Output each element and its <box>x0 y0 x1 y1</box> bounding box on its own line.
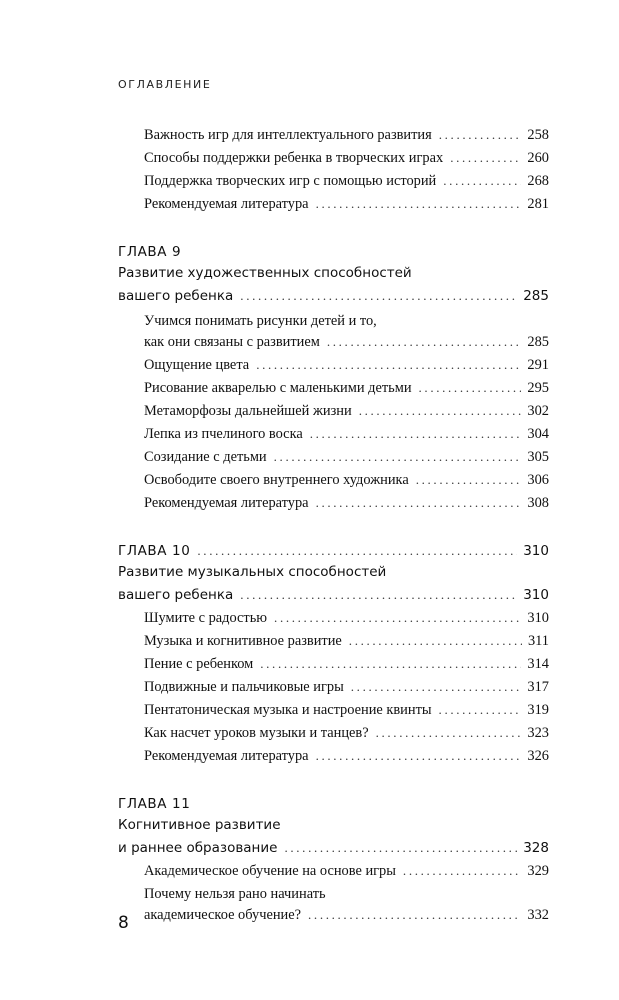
dot-leader <box>310 426 522 442</box>
toc-entry-title-line2: академическое обучение? <box>144 907 302 923</box>
chapter-page: 285 <box>523 288 549 304</box>
toc-entry-page: 302 <box>527 403 549 419</box>
toc-entry[interactable] <box>144 150 549 173</box>
toc-entry[interactable] <box>144 495 549 518</box>
dot-leader <box>240 288 517 304</box>
toc-entry[interactable] <box>144 748 549 771</box>
dot-leader <box>316 196 522 212</box>
chapter-page: 310 <box>523 587 549 603</box>
dot-leader <box>450 150 521 166</box>
chapter-label-page: 310 <box>523 543 549 559</box>
toc-entry-page: 305 <box>527 449 549 465</box>
chapter-9-title[interactable] <box>118 265 549 288</box>
toc-entry[interactable] <box>144 656 549 679</box>
chapter-10-title[interactable] <box>118 564 549 587</box>
toc-entry-title: Подвижные и пальчиковые игры <box>144 679 344 695</box>
dot-leader <box>316 748 522 764</box>
toc-entry-page: 329 <box>527 863 549 879</box>
toc-entry-page: 319 <box>527 702 549 718</box>
dot-leader <box>256 357 521 373</box>
toc-entry-title: Освободите своего внутреннего художника <box>144 472 409 488</box>
toc-entry-page: 311 <box>527 633 549 649</box>
dot-leader <box>197 543 517 559</box>
toc-entry-title: Поддержка творческих игр с помощью историй <box>144 173 437 189</box>
chapter-10-title-cont[interactable] <box>118 587 549 610</box>
dot-leader <box>376 725 522 741</box>
dot-leader <box>349 633 522 649</box>
chapter-10-label[interactable] <box>118 543 549 564</box>
toc-entry[interactable] <box>144 449 549 472</box>
toc-entry-page: 285 <box>527 334 549 350</box>
toc-entry-title: Метаморфозы дальнейшей жизни <box>144 403 352 419</box>
toc-entry-title: Созидание с детьми <box>144 449 267 465</box>
toc-entry[interactable] <box>144 403 549 426</box>
dot-leader <box>416 472 522 488</box>
toc-entry-title: Пентатоническая музыка и настроение квинты <box>144 702 432 718</box>
toc-entry-page: 314 <box>527 656 549 672</box>
toc-entry-page: 258 <box>527 127 549 143</box>
toc-entry-title: Шумите с радостью <box>144 610 268 626</box>
toc-entry-title: Рекомендуемая литература <box>144 196 309 212</box>
toc-entry[interactable] <box>144 863 549 886</box>
toc-entry-page: 306 <box>527 472 549 488</box>
toc-entry-multiline-cont[interactable] <box>144 907 549 930</box>
toc-entry[interactable] <box>144 173 549 196</box>
toc-entry-page: 317 <box>527 679 549 695</box>
toc-entry-title: Лепка из пчелиного воска <box>144 426 303 442</box>
toc-entry-title-line2: как они связаны с развитием <box>144 334 320 350</box>
toc-entry[interactable] <box>144 196 549 219</box>
toc-entry-page: 268 <box>527 173 549 189</box>
table-of-contents <box>118 127 549 930</box>
toc-entry-title: Ощущение цвета <box>144 357 250 373</box>
dot-leader <box>327 334 522 350</box>
dot-leader <box>284 840 517 856</box>
toc-entry-page: 260 <box>527 150 549 166</box>
chapter-label-text: ГЛАВА 10 <box>118 543 191 559</box>
running-head: ОГЛАВЛЕНИЕ <box>118 78 212 91</box>
chapter-title-line2: и раннее образование <box>118 840 278 856</box>
toc-entry-title: Академическое обучение на основе игры <box>144 863 396 879</box>
chapter-title-line1: Когнитивное развитие <box>118 817 281 833</box>
chapter-title-line1: Развитие художественных способностей <box>118 265 412 281</box>
toc-entry-page: 304 <box>527 426 549 442</box>
dot-leader <box>316 495 522 511</box>
chapter-title-line2: вашего ребенка <box>118 587 234 603</box>
toc-entry[interactable] <box>144 380 549 403</box>
dot-leader <box>351 679 522 695</box>
toc-entry[interactable] <box>144 679 549 702</box>
dot-leader <box>403 863 521 879</box>
chapter-11-title[interactable] <box>118 817 549 840</box>
chapter-9-title-cont[interactable] <box>118 288 549 311</box>
toc-entry-page: 295 <box>527 380 549 396</box>
toc-entry[interactable] <box>144 357 549 380</box>
toc-entry-title: Пение с ребенком <box>144 656 254 672</box>
toc-entry-page: 308 <box>527 495 549 511</box>
toc-entry-page: 310 <box>527 610 549 626</box>
chapter-11-label <box>118 796 549 817</box>
dot-leader <box>240 587 517 603</box>
toc-entry-title: Важность игр для интеллектуального развития <box>144 127 432 143</box>
toc-entry-title: Музыка и когнитивное развитие <box>144 633 342 649</box>
page-number: 8 <box>118 913 129 933</box>
dot-leader <box>359 403 522 419</box>
toc-entry-multiline[interactable] <box>144 886 549 907</box>
toc-entry[interactable] <box>144 702 549 725</box>
toc-entry-page: 281 <box>527 196 549 212</box>
dot-leader <box>260 656 521 672</box>
toc-entry-multiline-cont[interactable] <box>144 334 549 357</box>
dot-leader <box>439 702 522 718</box>
dot-leader <box>439 127 522 143</box>
chapter-page: 328 <box>523 840 549 856</box>
dot-leader <box>308 907 521 923</box>
chapter-9-label <box>118 244 549 265</box>
toc-entry-page: 323 <box>527 725 549 741</box>
dot-leader <box>419 380 522 396</box>
toc-entry-title: Рекомендуемая литература <box>144 495 309 511</box>
toc-entry-multiline[interactable] <box>144 313 549 334</box>
toc-entry[interactable] <box>144 127 549 150</box>
toc-entry-page: 291 <box>527 357 549 373</box>
dot-leader <box>274 610 521 626</box>
chapter-11-title-cont[interactable] <box>118 840 549 863</box>
toc-entry-title-line1: Почему нельзя рано начинать <box>144 886 326 902</box>
dot-leader <box>274 449 522 465</box>
toc-entry[interactable] <box>144 426 549 449</box>
toc-entry-page: 332 <box>527 907 549 923</box>
toc-entry-title: Рисование акварелью с маленькими детьми <box>144 380 412 396</box>
toc-entry[interactable] <box>144 610 549 633</box>
chapter-label-text: ГЛАВА 11 <box>118 796 191 812</box>
toc-entry-title: Как насчет уроков музыки и танцев? <box>144 725 369 741</box>
dot-leader <box>443 173 521 189</box>
toc-entry-title-line1: Учимся понимать рисунки детей и то, <box>144 313 377 329</box>
toc-entry-title: Рекомендуемая литература <box>144 748 309 764</box>
chapter-title-line2: вашего ребенка <box>118 288 234 304</box>
chapter-label-text: ГЛАВА 9 <box>118 244 182 260</box>
chapter-title-line1: Развитие музыкальных способностей <box>118 564 387 580</box>
toc-entry[interactable] <box>144 472 549 495</box>
toc-entry[interactable] <box>144 725 549 748</box>
toc-entry[interactable] <box>144 633 549 656</box>
toc-entry-page: 326 <box>527 748 549 764</box>
toc-entry-title: Способы поддержки ребенка в творческих играх <box>144 150 444 166</box>
